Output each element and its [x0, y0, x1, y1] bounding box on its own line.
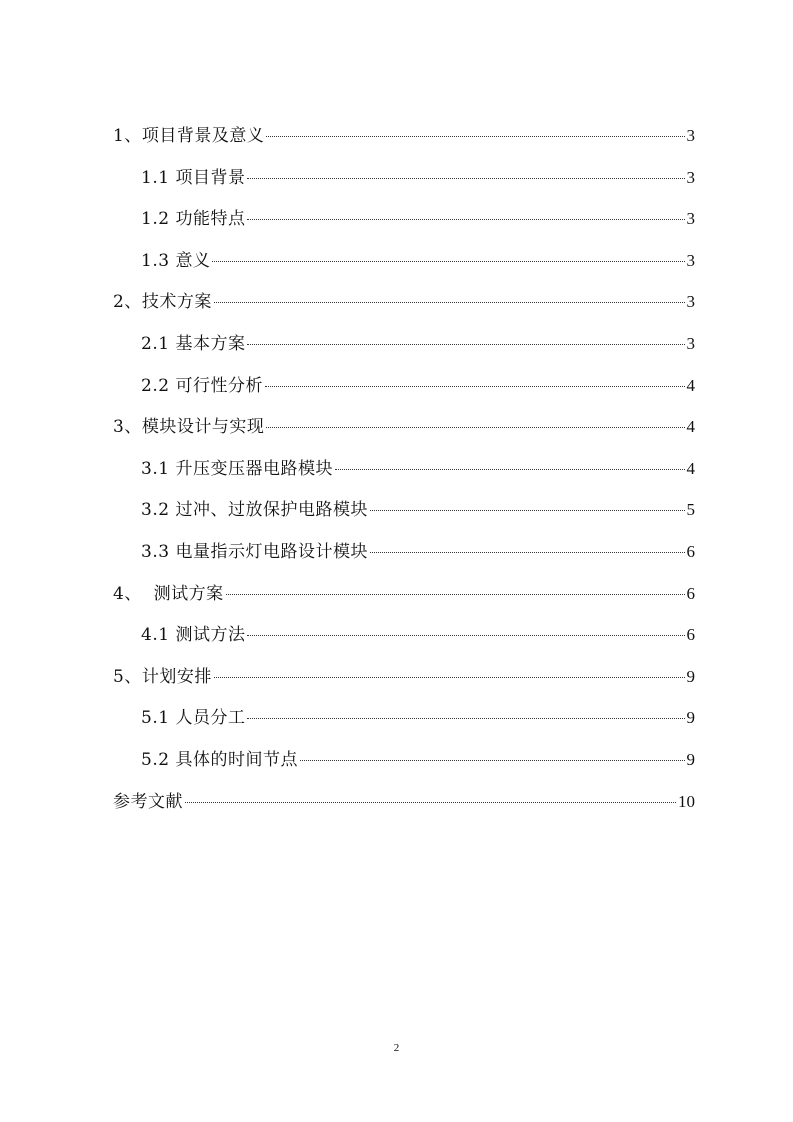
toc-entry-label: 4、 测试方案: [113, 583, 224, 604]
toc-entry-label: 1.2 功能特点: [141, 209, 246, 230]
toc-dot-leader: [266, 427, 684, 428]
toc-entry-label: 5.2 具体的时间节点: [141, 749, 298, 770]
toc-entry-label: 4.1 测试方法: [141, 625, 246, 646]
toc-dot-leader: [214, 677, 685, 678]
toc-entry-page: 5: [686, 500, 695, 520]
toc-entry-label: 参考文献: [113, 791, 183, 812]
toc-entry-page: 3: [686, 333, 695, 353]
toc-dot-leader: [335, 469, 685, 470]
toc-entry-page: 4: [686, 417, 695, 437]
toc-entry-page: 3: [686, 292, 695, 312]
toc-entry-page: 10: [678, 791, 695, 811]
toc-entry[interactable]: [113, 448, 695, 490]
toc-dot-leader: [370, 552, 685, 553]
toc-entry-page: 9: [686, 708, 695, 728]
toc-entry[interactable]: [113, 323, 695, 365]
toc-entry[interactable]: [113, 115, 695, 157]
toc-dot-leader: [247, 344, 684, 345]
toc-entry-page: 9: [686, 666, 695, 686]
toc-dot-leader: [266, 136, 684, 137]
page-number: 2: [393, 1042, 400, 1054]
toc-entry[interactable]: [113, 489, 695, 531]
toc-entry-label: 1.1 项目背景: [141, 167, 246, 188]
toc-entry[interactable]: [113, 573, 695, 615]
toc-entry[interactable]: [113, 656, 695, 698]
toc-entry-label: 1.3 意义: [141, 250, 211, 271]
toc-entry[interactable]: [113, 531, 695, 573]
toc-entry-page: 6: [686, 541, 695, 561]
toc-entry-label: 5.1 人员分工: [141, 708, 246, 729]
toc-entry[interactable]: [113, 781, 695, 823]
toc-entry-label: 3.3 电量指示灯电路设计模块: [141, 541, 368, 562]
toc-dot-leader: [247, 635, 684, 636]
toc-entry-label: 3.1 升压变压器电路模块: [141, 458, 333, 479]
toc-entry-label: 5、计划安排: [113, 666, 212, 687]
toc-dot-leader: [185, 802, 676, 803]
toc-entry-page: 4: [686, 375, 695, 395]
toc-entry[interactable]: [113, 406, 695, 448]
toc-dot-leader: [247, 219, 684, 220]
toc-dot-leader: [300, 760, 685, 761]
toc-entry-page: 9: [686, 749, 695, 769]
toc-entry-page: 3: [686, 126, 695, 145]
toc-entry-label: 3.2 过冲、过放保护电路模块: [141, 500, 368, 521]
toc-dot-leader: [214, 302, 685, 303]
toc-entry[interactable]: [113, 157, 695, 199]
toc-entry-page: 6: [686, 625, 695, 645]
toc-entry[interactable]: [113, 697, 695, 739]
toc-entry-page: 4: [686, 458, 695, 478]
toc-entry[interactable]: [113, 198, 695, 240]
toc-entry-page: 3: [686, 209, 695, 229]
toc-dot-leader: [226, 594, 685, 595]
toc-entry-page: 6: [686, 583, 695, 603]
toc-entry[interactable]: [113, 240, 695, 282]
toc-entry-page: 3: [686, 167, 695, 187]
toc-dot-leader: [265, 386, 685, 387]
table-of-contents: [113, 115, 695, 822]
toc-entry-label: 3、模块设计与实现: [113, 417, 265, 438]
toc-entry[interactable]: [113, 614, 695, 656]
toc-entry-label: 2.1 基本方案: [141, 333, 246, 354]
toc-dot-leader: [247, 178, 684, 179]
toc-entry-label: 2.2 可行性分析: [141, 375, 263, 396]
toc-entry[interactable]: [113, 365, 695, 407]
toc-entry[interactable]: [113, 281, 695, 323]
toc-dot-leader: [212, 261, 684, 262]
toc-dot-leader: [370, 510, 685, 511]
toc-entry-label: 1、项目背景及意义: [113, 126, 265, 146]
toc-entry[interactable]: [113, 739, 695, 781]
toc-entry-label: 2、技术方案: [113, 292, 212, 313]
toc-dot-leader: [247, 718, 684, 719]
toc-entry-page: 3: [686, 250, 695, 270]
